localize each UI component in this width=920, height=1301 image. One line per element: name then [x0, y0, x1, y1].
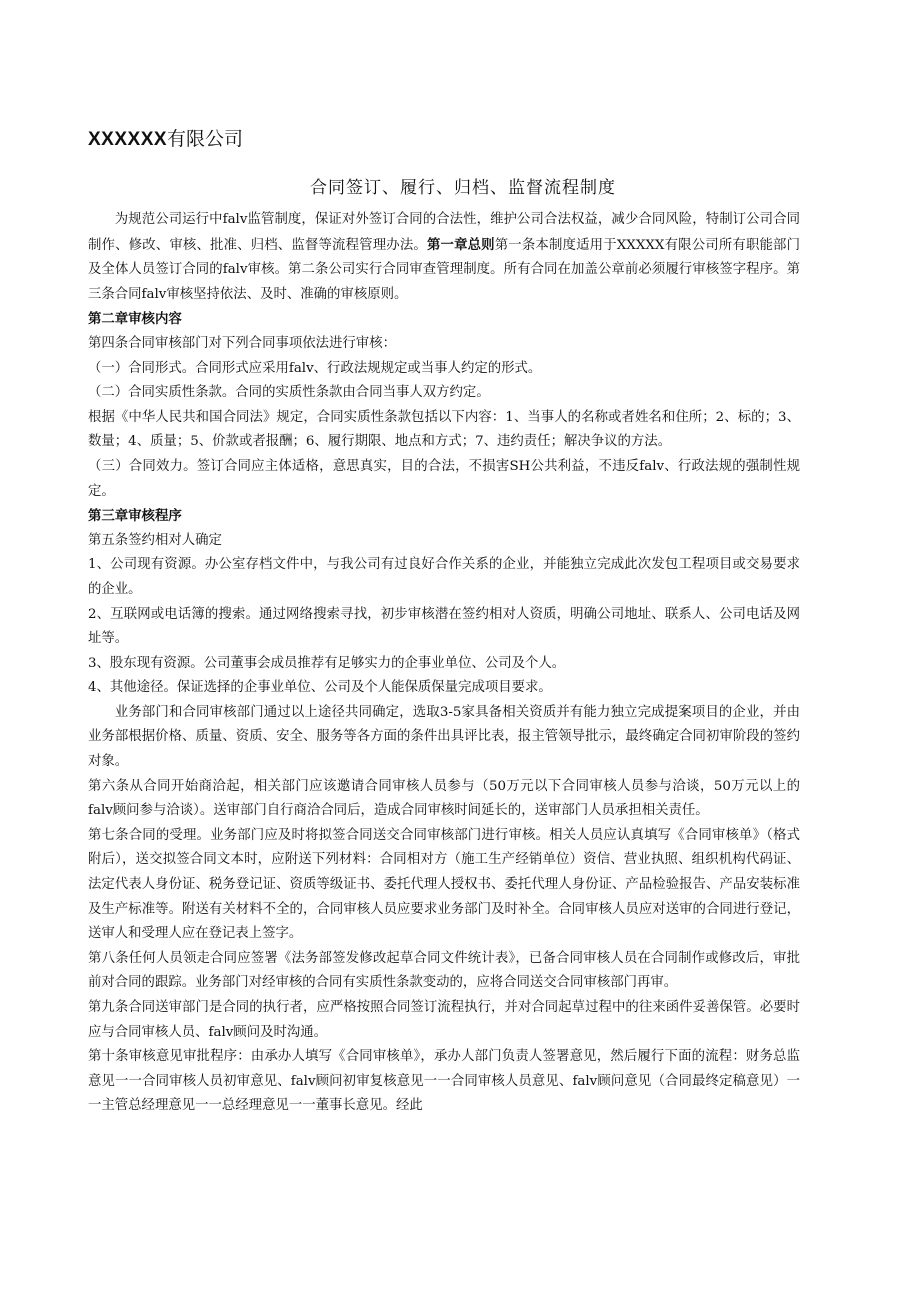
chapter3-paragraph: 4、其他途径。保证选择的企事业单位、公司及个人能保质保量完成项目要求。 [88, 680, 552, 696]
chapter2-paragraph: 第四条合同审核部门对下列合同事项依法进行审核： [88, 335, 396, 351]
chapter3-heading: 第三章审核程序 [88, 508, 182, 525]
chapter3-paragraph: 3、股东现有资源。公司董事会成员推荐有足够实力的企事业单位、公司及个人。 [88, 655, 566, 671]
chapter3-paragraph: 1、公司现有资源。办公室存档文件中，与我公司有过良好合作关系的企业，并能独立完成此次发包工程项目或交易要求的企业。 [88, 557, 800, 597]
chapter2-paragraph: （三）合同效力。签订合同应主体适格，意思真实，目的合法，不损害SH公共利益，不违反falv、行政法规的强制性规定。 [88, 458, 800, 499]
company-name-prefix: XXXXXX [88, 129, 168, 150]
article-paragraph: 第八条任何人员领走合同应签署《法务部签发修改起草合同文件统计表》，已备合同审核人员在合同制作或修改后，审批前对合同的跟踪。业务部门对经审核的合同有实质性条款变动的，应将合同送交合同审核部门再审。 [88, 950, 800, 991]
company-name [88, 126, 243, 153]
intro-paragraph [88, 208, 800, 307]
company-name-suffix: 有限公司 [167, 128, 244, 150]
chapter2-heading: 第二章审核内容 [88, 311, 182, 328]
chapter2-paragraph: （二）合同实质性条款。合同的实质性条款由合同当事人双方约定。 [88, 385, 490, 401]
chapter3-paragraph: 第五条签约相对人确定 [88, 532, 222, 548]
chapter2-paragraph: 根据《中华人民共和国合同法》规定，合同实质性条款包括以下内容：1、当事人的名称或者姓名和住所；2、标的；3、数量；4、质量；5、价款或者报酬；6、履行期限、地点和方式；7、违约责任；解决争议的方法。 [88, 409, 800, 450]
document-body [88, 208, 800, 1119]
chapter2-paragraph: （一）合同形式。合同形式应采用falv、行政法规规定或当事人约定的形式。 [88, 360, 542, 376]
document-title: 合同签订、履行、归档、监督流程制度 [310, 178, 616, 198]
chapter1-heading: 第一章总则 [426, 236, 495, 253]
article-paragraph: 第九条合同送审部门是合同的执行者，应严格按照合同签订流程执行，并对合同起草过程中的往来函件妥善保管。必要时应与合同审核人员、falv顾问及时沟通。 [88, 1000, 800, 1040]
article-10-paragraph: 第十条审核意见审批程序：由承办人填写《合同审核单》，承办人部门负责人签署意见，然后履行下面的流程：财务总监意见一一合同审核人员初审意见、falv顾问初审复核意见一一合同审核人员意见、falv顾问意见（合同最终定稿意见）一一主管总经理意见一一总经理意见一一董事长意见。经此 [88, 1049, 800, 1114]
article-paragraph: 第七条合同的受理。业务部门应及时将拟签合同送交合同审核部门进行审核。相关人员应认真填写《合同审核单》（格式附后），送交拟签合同文本时，应附送下列材料：合同相对方（施工生产经销单位）资信、营业执照、组织机构代码证、法定代表人身份证、税务登记证、资质等级证书、委托代理人授权书、委托代理人身份证、产品检验报告、产品安装标准及生产标准等。附送有关材料不全的，合同审核人员应要求业务部门及时补全。合同审核人员应对送审的合同进行登记，送审人和受理人应在登记表上签字。 [88, 827, 800, 942]
article-paragraph: 第六条从合同开始商洽起，相关部门应该邀请合同审核人员参与（50万元以下合同审核人员参与洽谈，50万元以上的falv顾问参与洽谈）。送审部门自行商洽合同后，造成合同审核时间延长的，送审部门人员承担相关责任。 [88, 778, 800, 819]
intro-text-2: 第一条本制度适用于XXXXX有限公司所有职能部门及全体人员签订合同的falv审核。第二条公司实行合同审查管理制度。所有合同在加盖公章前必须履行审核签字程序。第三条合同falv审核坚持依法、及时、准确的审核原则。 [88, 237, 801, 302]
chapter3-indented-paragraph: 业务部门和合同审核部门通过以上途径共同确定，选取3-5家具备相关资质并有能力独立完成提案项目的企业，并由业务部根据价格、质量、资质、安全、服务等各方面的条件出具评比表，报主管领导批示，最终确定合同初审阶段的签约对象。 [88, 704, 800, 770]
intro-text-1: 为规范公司运行中falv监管制度，保证对外签订合同的合法性，维护公司合法权益，减少合同风险，特制订公司合同制作、修改、审核、批准、归档、监督等流程管理办法。 [88, 212, 800, 253]
chapter3-paragraph: 2、互联网或电话簿的搜索。通过网络搜索寻找，初步审核潜在签约相对人资质，明确公司地址、联系人、公司电话及网址等。 [88, 606, 800, 647]
